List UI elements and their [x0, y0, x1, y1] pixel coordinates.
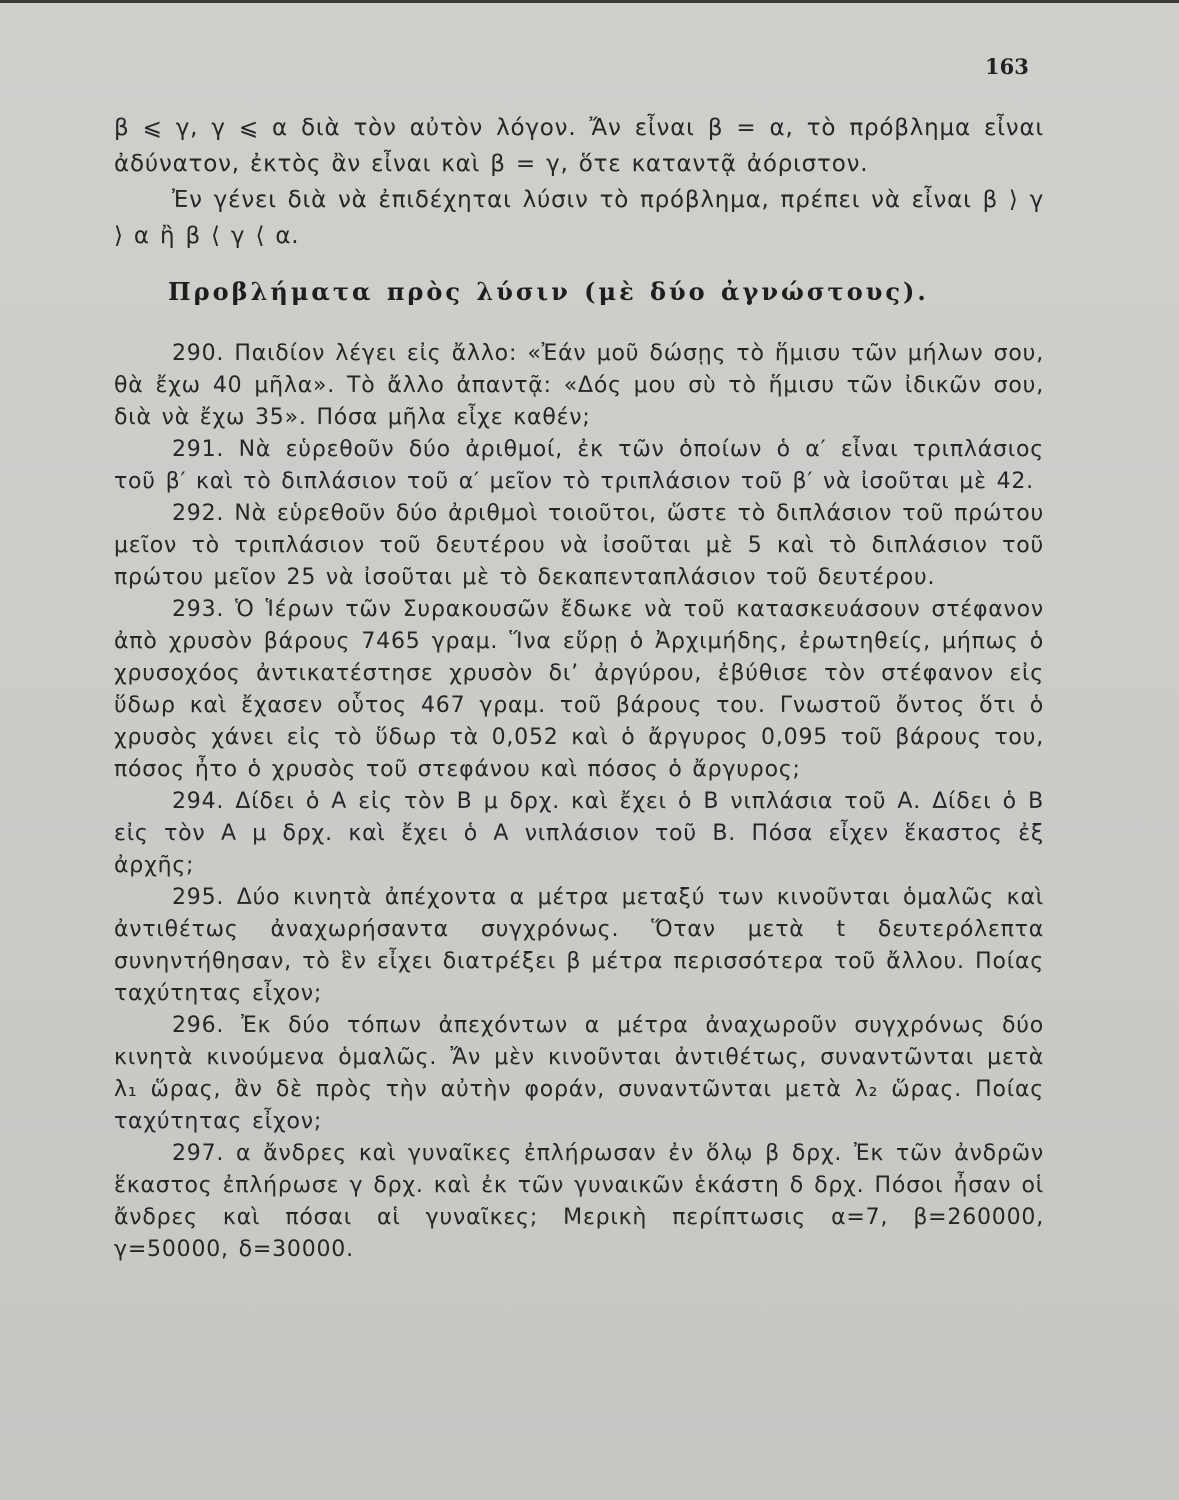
- problem-text: Δύο κινητὰ ἀπέχοντα α μέτρα μεταξύ των κινοῦνται ὁμαλῶς καὶ ἀντιθέτως ἀναχωρήσαντα συγχρόνως. Ὅταν μετὰ t δευτερόλεπτα συνηντήθησαν, τὸ ἓν εἶχει διατρέξει β μέτρα περισσότερα τοῦ ἄλλου. Ποίας ταχύτητας εἶχον;: [114, 885, 1044, 1006]
- problem-text: Νὰ εὑρεθοῦν δύο ἀριθμοὶ τοιοῦτοι, ὥστε τὸ διπλάσιον τοῦ πρώτου μεῖον τὸ τριπλάσιον τοῦ δευτέρου νὰ ἰσοῦται μὲ 5 καὶ τὸ διπλάσιον τοῦ πρώτου μεῖον 25 νὰ ἰσοῦται μὲ τὸ δεκαπενταπλάσιον τοῦ δευτέρου.: [114, 501, 1045, 590]
- problem-number: 294.: [172, 789, 225, 814]
- problem-number: 291.: [172, 437, 225, 462]
- problem-number: 295.: [172, 885, 225, 910]
- section-heading: Προβλήματα πρὸς λύσιν (μὲ δύο ἀγνώστους).: [168, 277, 929, 306]
- problem-list: [114, 338, 1044, 1266]
- problem-text: Δίδει ὁ Α εἰς τὸν Β μ δρχ. καὶ ἔχει ὁ Β νιπλάσια τοῦ Α. Δίδει ὁ Β εἰς τὸν Α μ δρχ. καὶ ἔχει ὁ Α νιπλάσιον τοῦ Β. Πόσα εἶχεν ἕκαστος ἐξ ἀρχῆς;: [114, 789, 1044, 878]
- problem-number: 296.: [172, 1013, 225, 1038]
- problem-item: [114, 1010, 1044, 1138]
- problem-number: 290.: [172, 341, 225, 366]
- top-edge-shadow: [0, 0, 1179, 3]
- problem-item: [114, 882, 1044, 1010]
- intro-block: [114, 110, 1044, 254]
- problem-text: Ἐκ δύο τόπων ἀπεχόντων α μέτρα ἀναχωροῦν συγχρόνως δύο κινητὰ κινούμενα ὁμαλῶς. Ἄν μὲν κινοῦνται ἀντιθέτως, συναντῶνται μετὰ λ₁ ὥρας, ἂν δὲ πρὸς τὴν αὐτὴν φοράν, συναντῶνται μετὰ λ₂ ὥρας. Ποίας ταχύτητας εἶχον;: [114, 1013, 1044, 1134]
- problem-text: Παιδίον λέγει εἰς ἄλλο: «Ἐάν μοῦ δώσῃς τὸ ἥμισυ τῶν μήλων σου, θὰ ἔχω 40 μῆλα». Τὸ ἄλλο ἀπαντᾷ: «Δός μου σὺ τὸ ἥμισυ τῶν ἰδικῶν σου, διὰ νὰ ἔχω 35». Πόσα μῆλα εἶχε καθέν;: [114, 341, 1045, 430]
- problem-item: [114, 1138, 1044, 1266]
- problem-text: Νὰ εὑρεθοῦν δύο ἀριθμοί, ἐκ τῶν ὁποίων ὁ α′ εἶναι τριπλάσιος τοῦ β′ καὶ τὸ διπλάσιον τοῦ α′ μεῖον τὸ τριπλάσιον τοῦ β′ νὰ ἰσοῦται μὲ 42.: [114, 437, 1044, 494]
- intro-paragraph: Ἐν γένει διὰ νὰ ἐπιδέχηται λύσιν τὸ πρόβλημα, πρέπει νὰ εἶναι β ⟩ γ ⟩ α ἢ β ⟨ γ ⟨ α.: [114, 187, 1044, 249]
- problem-number: 297.: [172, 1141, 225, 1166]
- problem-item: [114, 338, 1044, 434]
- problem-number: 292.: [172, 501, 225, 526]
- problem-item: [114, 786, 1044, 882]
- problem-item: [114, 594, 1044, 786]
- page-number: 163: [985, 54, 1029, 79]
- problem-text: Ὁ Ἱέρων τῶν Συρακουσῶν ἔδωκε νὰ τοῦ κατασκευάσουν στέφανον ἀπὸ χρυσὸν βάρους 7465 γραμ. Ἵνα εὕρῃ ὁ Ἀρχιμήδης, ἐρωτηθείς, μήπως ὁ χρυσοχόος ἀντικατέστησε χρυσὸν δι’ ἀργύρου, ἐβύθισε τὸν στέφανον εἰς ὕδωρ καὶ ἔχασεν οὗτος 467 γραμ. τοῦ βάρους του. Γνωστοῦ ὄντος ὅτι ὁ χρυσὸς χάνει εἰς τὸ ὕδωρ τὰ 0,052 καὶ ὁ ἄργυρος 0,095 τοῦ βάρους του, πόσος ἦτο ὁ χρυσὸς τοῦ στεφάνου καὶ πόσος ὁ ἄργυρος;: [114, 597, 1044, 782]
- problem-item: [114, 434, 1044, 498]
- problem-text: α ἄνδρες καὶ γυναῖκες ἐπλήρωσαν ἐν ὅλῳ β δρχ. Ἐκ τῶν ἀνδρῶν ἕκαστος ἐπλήρωσε γ δρχ. καὶ ἐκ τῶν γυναικῶν ἑκάστη δ δρχ. Πόσοι ἦσαν οἱ ἄνδρες καὶ πόσαι αἱ γυναῖκες; Μερικὴ περίπτωσις α=7, β=260000, γ=50000, δ=30000.: [114, 1141, 1044, 1262]
- intro-paragraph: β ⩽ γ, γ ⩽ α διὰ τὸν αὐτὸν λόγον. Ἄν εἶναι β = α, τὸ πρόβλημα εἶναι ἀδύνατον, ἐκτὸς ἂν εἶναι καὶ β = γ, ὅτε καταντᾷ ἀόριστον.: [114, 115, 1044, 177]
- problem-number: 293.: [172, 597, 225, 622]
- problem-item: [114, 498, 1044, 594]
- page-body: [114, 110, 1044, 1266]
